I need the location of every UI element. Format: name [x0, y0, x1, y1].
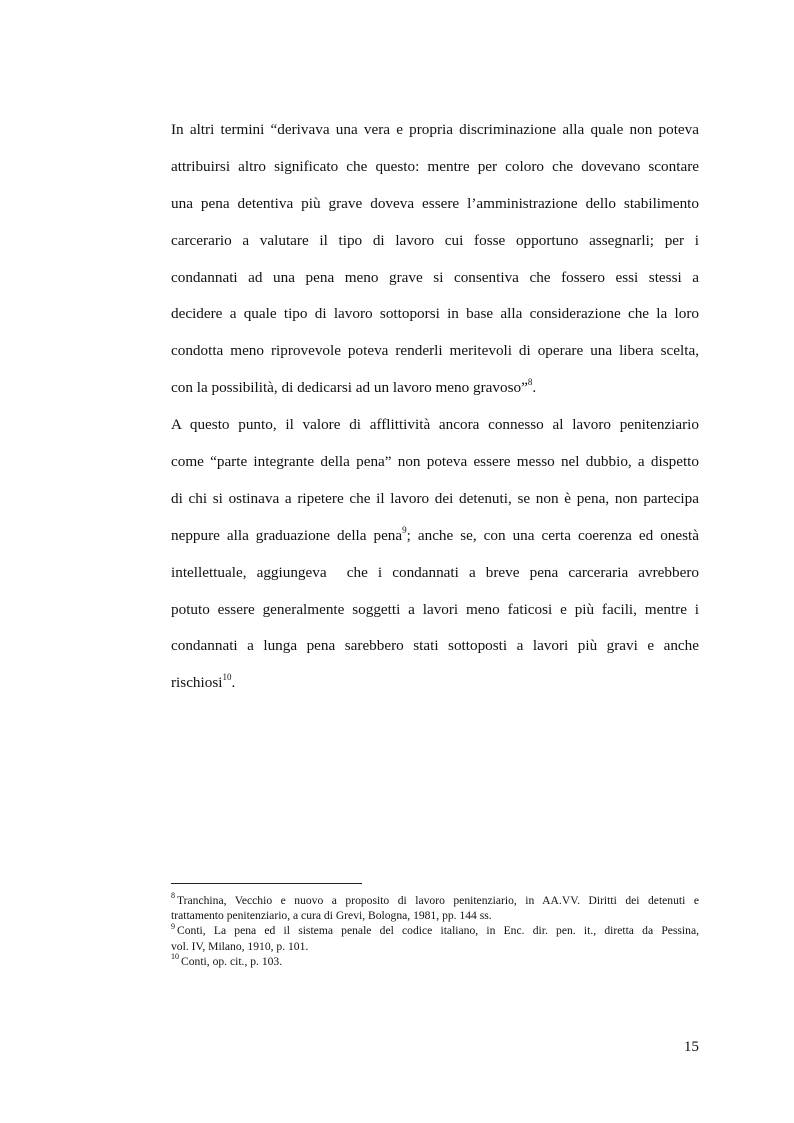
text-line: In altri termini “derivava una vera e propria discriminazione alla quale non poteva	[171, 121, 699, 138]
text-line: come “parte integrante della pena” non poteva essere messo nel dubbio, a dispetto	[171, 453, 699, 471]
text-line: condannati ad una pena meno grave si consentiva che fossero essi stessi a	[171, 268, 699, 286]
footnote-9	[171, 923, 699, 938]
text-fragment: .	[532, 379, 537, 397]
text-line: potuto essere generalmente soggetti a lavori meno faticosi e più facili, mentre i	[171, 600, 699, 618]
text-line: condannati a lunga pena sarebbero stati sottoposti a lavori più gravi e anche	[171, 637, 699, 655]
footnote-number: 10	[171, 951, 179, 961]
text-line	[171, 370, 699, 407]
text-line: condotta meno riprovevole poteva renderli meritevoli di operare una libera scelta,	[171, 342, 699, 360]
footnote-text: Conti, op. cit., p. 103.	[181, 954, 283, 968]
footnote-separator	[171, 883, 362, 884]
footnote-ref-9[interactable]: 9	[402, 524, 407, 535]
footnote-ref-10[interactable]: 10	[222, 672, 232, 683]
footnote-10	[171, 951, 699, 969]
footnote-text: Conti, La pena ed il sistema penale del codice italiano, in Enc. dir. pen. it., diretta da Pessina,	[177, 924, 699, 938]
text-line: intellettuale, aggiungeva che i condannati a breve pena carceraria avrebbero	[171, 563, 699, 581]
text-line: di chi si ostinava a ripetere che il lavoro dei detenuti, se non è pena, non partecipa	[171, 489, 699, 507]
footnote-text: Tranchina, Vecchio e nuovo a proposito di lavoro penitenziario, in AA.VV. Diritti dei detenuti e	[177, 894, 699, 907]
footnote-ref-8[interactable]: 8	[527, 377, 533, 388]
text-line: carcerario a valutare il tipo di lavoro cui fosse opportuno assegnarli; per i	[171, 231, 699, 249]
text-fragment: neppure alla graduazione della pena	[171, 526, 403, 544]
footnote-number: 9	[171, 921, 175, 931]
text-line: una pena detentiva più grave doveva essere l’amministrazione dello stabilimento	[171, 194, 699, 212]
body-text	[171, 112, 699, 702]
footnote-9-cont: vol. IV, Milano, 1910, p. 101.	[171, 939, 309, 953]
page-number: 15	[683, 1038, 699, 1055]
text-line: A questo punto, il valore di afflittività ancora connesso al lavoro penitenziario	[171, 416, 699, 434]
text-line: decidere a quale tipo di lavoro sottoporsi in base alla considerazione che la loro	[171, 305, 699, 323]
text-line	[171, 518, 699, 555]
text-fragment: ; anche se, con una certa coerenza ed onestà	[406, 526, 699, 544]
text-fragment: .	[231, 674, 236, 692]
text-line	[171, 665, 699, 702]
text-fragment: rischiosi	[171, 674, 223, 692]
footnotes	[171, 893, 699, 969]
text-fragment: con la possibilità, di dedicarsi ad un lavoro meno gravoso”	[171, 379, 528, 397]
footnote-8-cont: trattamento penitenziario, a cura di Grevi, Bologna, 1981, pp. 144 ss.	[171, 909, 492, 923]
footnote-8	[171, 893, 699, 908]
text-line: attribuirsi altro significato che questo: mentre per coloro che dovevano scontare	[171, 157, 699, 175]
footnote-number: 8	[171, 891, 175, 901]
